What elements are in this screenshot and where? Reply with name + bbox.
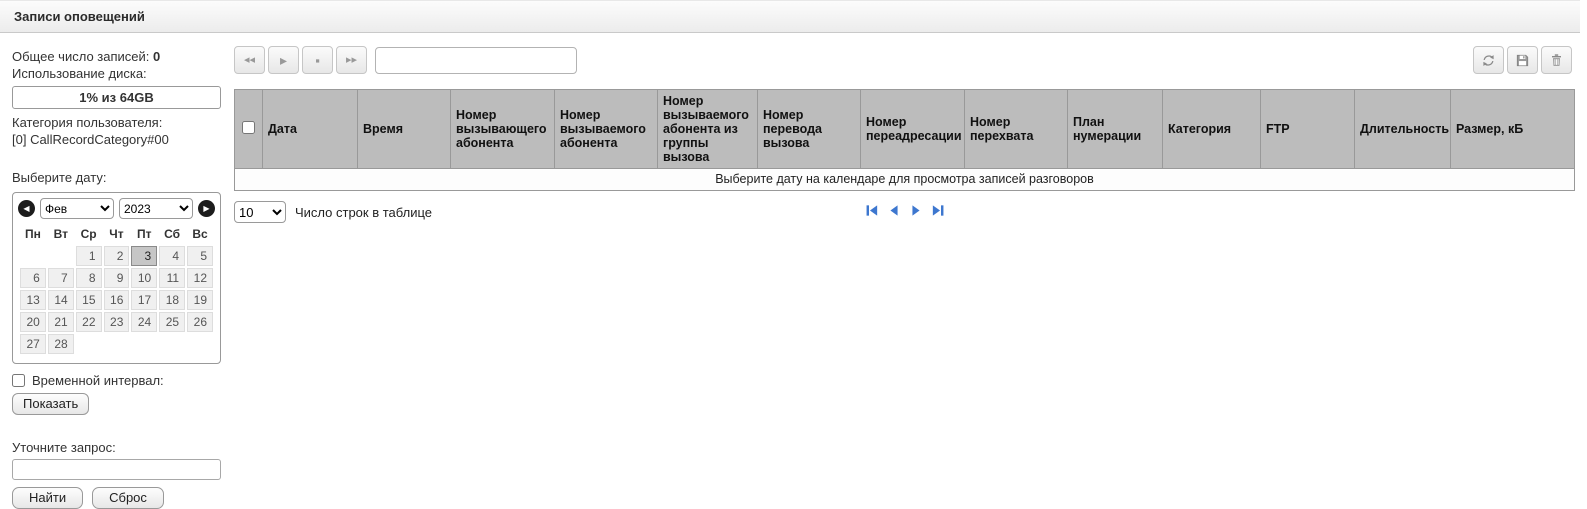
last-page-icon[interactable] [930, 203, 945, 218]
calendar-day-5[interactable]: 5 [187, 246, 213, 266]
select-all-checkbox[interactable] [242, 121, 255, 134]
time-interval-label: Временной интервал: [32, 373, 164, 388]
stop-button[interactable] [302, 46, 333, 74]
select-all-header-cell [235, 90, 263, 169]
disk-usage-value: 1% из 64GB [79, 90, 154, 105]
calendar-day-cell [159, 246, 185, 266]
calendar-day-24[interactable]: 24 [131, 312, 157, 332]
calendar-day-20[interactable]: 20 [20, 312, 46, 332]
calendar-day-3[interactable]: 3 [131, 246, 157, 266]
save-icon [1515, 53, 1530, 68]
toolbar [234, 46, 1575, 74]
calendar-day-10[interactable]: 10 [131, 268, 157, 288]
calendar-day-cell [76, 246, 102, 266]
column-header: Размер, кБ [1451, 90, 1575, 169]
first-page-icon[interactable] [864, 203, 879, 218]
calendar-day-11[interactable]: 11 [159, 268, 185, 288]
calendar-day-cell [20, 312, 46, 332]
calendar-day-cell [159, 312, 185, 332]
calendar-week-row [20, 334, 213, 354]
calendar-empty-cell [48, 246, 74, 266]
rewind-button[interactable] [234, 46, 265, 74]
calendar-day-cell [76, 312, 102, 332]
calendar-day-16[interactable]: 16 [104, 290, 130, 310]
calendar-day-cell [48, 312, 74, 332]
calendar-day-cell [187, 268, 213, 288]
sidebar [0, 33, 232, 509]
calendar-day-13[interactable]: 13 [20, 290, 46, 310]
table-empty-message: Выберите дату на календаре для просмотра записей разговоров [235, 169, 1575, 191]
records-table [234, 89, 1575, 191]
main-content [232, 33, 1587, 509]
calendar-day-cell [159, 268, 185, 288]
calendar-day-cell [20, 290, 46, 310]
calendar-day-28[interactable]: 28 [48, 334, 74, 354]
calendar-day-27[interactable]: 27 [20, 334, 46, 354]
refresh-button[interactable] [1473, 46, 1504, 74]
calendar-day-17[interactable]: 17 [131, 290, 157, 310]
table-empty-row [235, 169, 1575, 191]
column-header: Дата [263, 90, 358, 169]
calendar-grid [18, 223, 215, 356]
calendar-week-row [20, 246, 213, 266]
calendar-day-25[interactable]: 25 [159, 312, 185, 332]
time-interval-checkbox[interactable] [12, 374, 25, 387]
calendar-day-2[interactable]: 2 [104, 246, 130, 266]
calendar-empty-cell [131, 334, 157, 354]
calendar-day-cell [20, 268, 46, 288]
calendar-empty-cell [104, 334, 130, 354]
user-category-label: Категория пользователя: [12, 115, 163, 130]
calendar-week-row [20, 268, 213, 288]
chevron-left-icon: ◀ [23, 204, 30, 213]
calendar-week-row [20, 290, 213, 310]
calendar-day-8[interactable]: 8 [76, 268, 102, 288]
calendar-dayname: Сб [164, 227, 181, 241]
calendar-day-cell [187, 246, 213, 266]
calendar-day-cell [48, 334, 74, 354]
calendar-next-button[interactable] [198, 200, 215, 217]
find-button[interactable]: Найти [12, 487, 83, 509]
player-position-input[interactable] [375, 47, 577, 74]
stop-icon: ▪ [315, 52, 320, 68]
fast-forward-button[interactable] [336, 46, 367, 74]
calendar-day-cell [48, 268, 74, 288]
calendar-year-select[interactable] [119, 198, 193, 219]
calendar-day-cell [187, 312, 213, 332]
select-date-label: Выберите дату: [12, 170, 107, 185]
column-header: Номер переадресации [861, 90, 965, 169]
rows-per-page-select[interactable] [234, 201, 286, 223]
calendar-day-6[interactable]: 6 [20, 268, 46, 288]
refine-query-input[interactable] [12, 459, 221, 480]
calendar-week-row [20, 312, 213, 332]
calendar-day-cell [131, 312, 157, 332]
calendar-header [18, 198, 215, 219]
calendar-day-cell [131, 246, 157, 266]
column-header: Длительность [1355, 90, 1451, 169]
column-header: Категория [1163, 90, 1261, 169]
calendar-dayname: Вс [192, 227, 208, 241]
total-records-line [12, 48, 221, 65]
calendar-dayname: Вт [53, 227, 68, 241]
calendar-day-15[interactable]: 15 [76, 290, 102, 310]
calendar-day-cell [76, 268, 102, 288]
table-header-row [235, 90, 1575, 169]
calendar-day-4[interactable]: 4 [159, 246, 185, 266]
calendar-day-cell [104, 312, 130, 332]
calendar-empty-cell [76, 334, 102, 354]
time-interval-row [12, 373, 221, 388]
calendar-month-select[interactable] [40, 198, 114, 219]
page-header [0, 0, 1580, 33]
calendar-prev-button[interactable] [18, 200, 35, 217]
search-buttons-row [12, 487, 221, 509]
calendar-dayname: Пн [24, 227, 41, 241]
total-records-value: 0 [153, 49, 161, 64]
pagination-bar [234, 201, 1575, 223]
calendar-day-12[interactable]: 12 [187, 268, 213, 288]
column-header: Номер вызываемого абонента из группы вызова [658, 90, 758, 169]
calendar-day-cell [131, 290, 157, 310]
calendar-empty-cell [187, 334, 213, 354]
calendar-day-cell [159, 290, 185, 310]
save-button[interactable] [1507, 46, 1538, 74]
user-category-value: [0] CallRecordCategory#00 [12, 132, 169, 147]
calendar-dayname: Чт [109, 227, 124, 241]
calendar-day-1[interactable]: 1 [76, 246, 102, 266]
calendar-day-19[interactable]: 19 [187, 290, 213, 310]
fast-forward-icon: ▸▸ [345, 53, 358, 66]
chevron-right-icon: ▶ [203, 204, 210, 213]
rewind-icon: ◂◂ [243, 53, 256, 66]
calendar-day-cell [104, 268, 130, 288]
trash-icon [1549, 53, 1564, 68]
calendar-day-cell [104, 246, 130, 266]
total-records-label: Общее число записей: [12, 49, 150, 64]
calendar-day-cell [131, 268, 157, 288]
calendar-day-9[interactable]: 9 [104, 268, 130, 288]
calendar-day-cell [104, 290, 130, 310]
play-icon: ▸ [279, 52, 288, 68]
calendar-day-cell [76, 290, 102, 310]
reset-button[interactable]: Сброс [92, 487, 164, 509]
calendar-day-23[interactable]: 23 [104, 312, 130, 332]
disk-usage-bar [12, 86, 221, 109]
delete-button[interactable] [1541, 46, 1572, 74]
calendar-day-22[interactable]: 22 [76, 312, 102, 332]
column-header: План нумерации [1068, 90, 1163, 169]
calendar-empty-cell [159, 334, 185, 354]
rows-per-page-label: Число строк в таблице [295, 204, 433, 220]
page-title: Записи оповещений [14, 9, 145, 24]
calendar-day-18[interactable]: 18 [159, 290, 185, 310]
column-header: Время [358, 90, 451, 169]
refresh-icon [1481, 53, 1496, 68]
calendar-day-21[interactable]: 21 [48, 312, 74, 332]
refine-query-label: Уточните запрос: [12, 440, 116, 455]
calendar [12, 192, 221, 364]
calendar-day-cell [187, 290, 213, 310]
column-header: FTP [1261, 90, 1355, 169]
play-button[interactable] [268, 46, 299, 74]
calendar-day-cell [48, 290, 74, 310]
calendar-day-26[interactable]: 26 [187, 312, 213, 332]
calendar-dayname: Пт [137, 227, 152, 241]
next-page-icon[interactable] [908, 203, 923, 218]
calendar-day-7[interactable]: 7 [48, 268, 74, 288]
column-header: Номер перехвата [965, 90, 1068, 169]
disk-usage-label: Использование диска: [12, 66, 147, 81]
prev-page-icon[interactable] [886, 203, 901, 218]
column-header: Номер перевода вызова [758, 90, 861, 169]
calendar-dayname: Ср [80, 227, 97, 241]
calendar-day-14[interactable]: 14 [48, 290, 74, 310]
calendar-empty-cell [20, 246, 46, 266]
column-header: Номер вызывающего абонента [451, 90, 555, 169]
pagination-controls [864, 203, 945, 218]
show-button[interactable]: Показать [12, 393, 89, 415]
column-header: Номер вызываемого абонента [555, 90, 658, 169]
calendar-day-cell [20, 334, 46, 354]
